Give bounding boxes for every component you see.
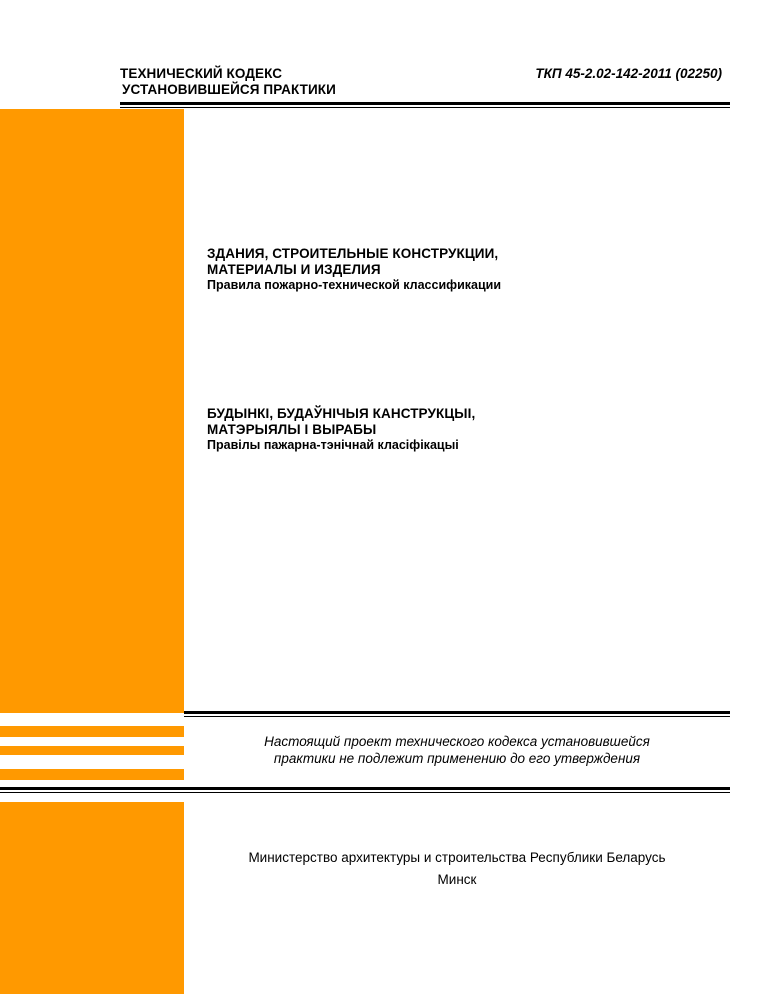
footer-rule-thick: [0, 787, 730, 790]
subtitle-russian: Правила пожарно-технической классификации: [207, 278, 502, 292]
title-belarusian-line-2: МАТЭРЫЯЛЫ І ВЫРАБЫ: [207, 422, 377, 437]
header-rule-thin: [120, 107, 730, 108]
title-russian-line-1: ЗДАНИЯ, СТРОИТЕЛЬНЫЕ КОНСТРУКЦИИ,: [207, 246, 499, 261]
publisher-ministry: Министерство архитектуры и строительства Республики Беларусь: [248, 850, 666, 865]
footer-rule-thin: [0, 792, 730, 793]
document-type-line-1: ТЕХНИЧЕСКИЙ КОДЕКС: [120, 66, 283, 81]
subtitle-belarusian: Правілы пажарна-тэнічнай класіфікацыі: [207, 438, 459, 452]
document-type-line-2: УСТАНОВИВШЕЙСЯ ПРАКТИКИ: [122, 82, 336, 97]
notice-rule-thin: [184, 716, 730, 717]
draft-notice: [184, 733, 730, 767]
orange-bottom-panel: [0, 802, 184, 994]
header-rule-thick: [120, 102, 730, 105]
title-russian-line-2: МАТЕРИАЛЫ И ИЗДЕЛИЯ: [207, 262, 381, 277]
orange-side-panel: [0, 109, 184, 713]
draft-notice-line-1: Настоящий проект технического кодекса установившейся: [264, 734, 650, 749]
draft-notice-line-2: практики не подлежит применению до его утверждения: [273, 751, 641, 766]
title-russian: [207, 246, 501, 293]
notice-rule-thick: [184, 711, 730, 714]
orange-stripe: [0, 746, 184, 755]
title-belarusian: [207, 406, 475, 453]
title-belarusian-line-1: БУДЫНКІ, БУДАЎНІЧЫЯ КАНСТРУКЦЫІ,: [207, 406, 476, 421]
orange-stripe: [0, 769, 184, 780]
document-type: [120, 66, 336, 98]
orange-stripe: [0, 726, 184, 737]
publication-city: Минск: [437, 872, 477, 887]
document-code: ТКП 45-2.02-142-2011 (02250): [535, 66, 722, 81]
